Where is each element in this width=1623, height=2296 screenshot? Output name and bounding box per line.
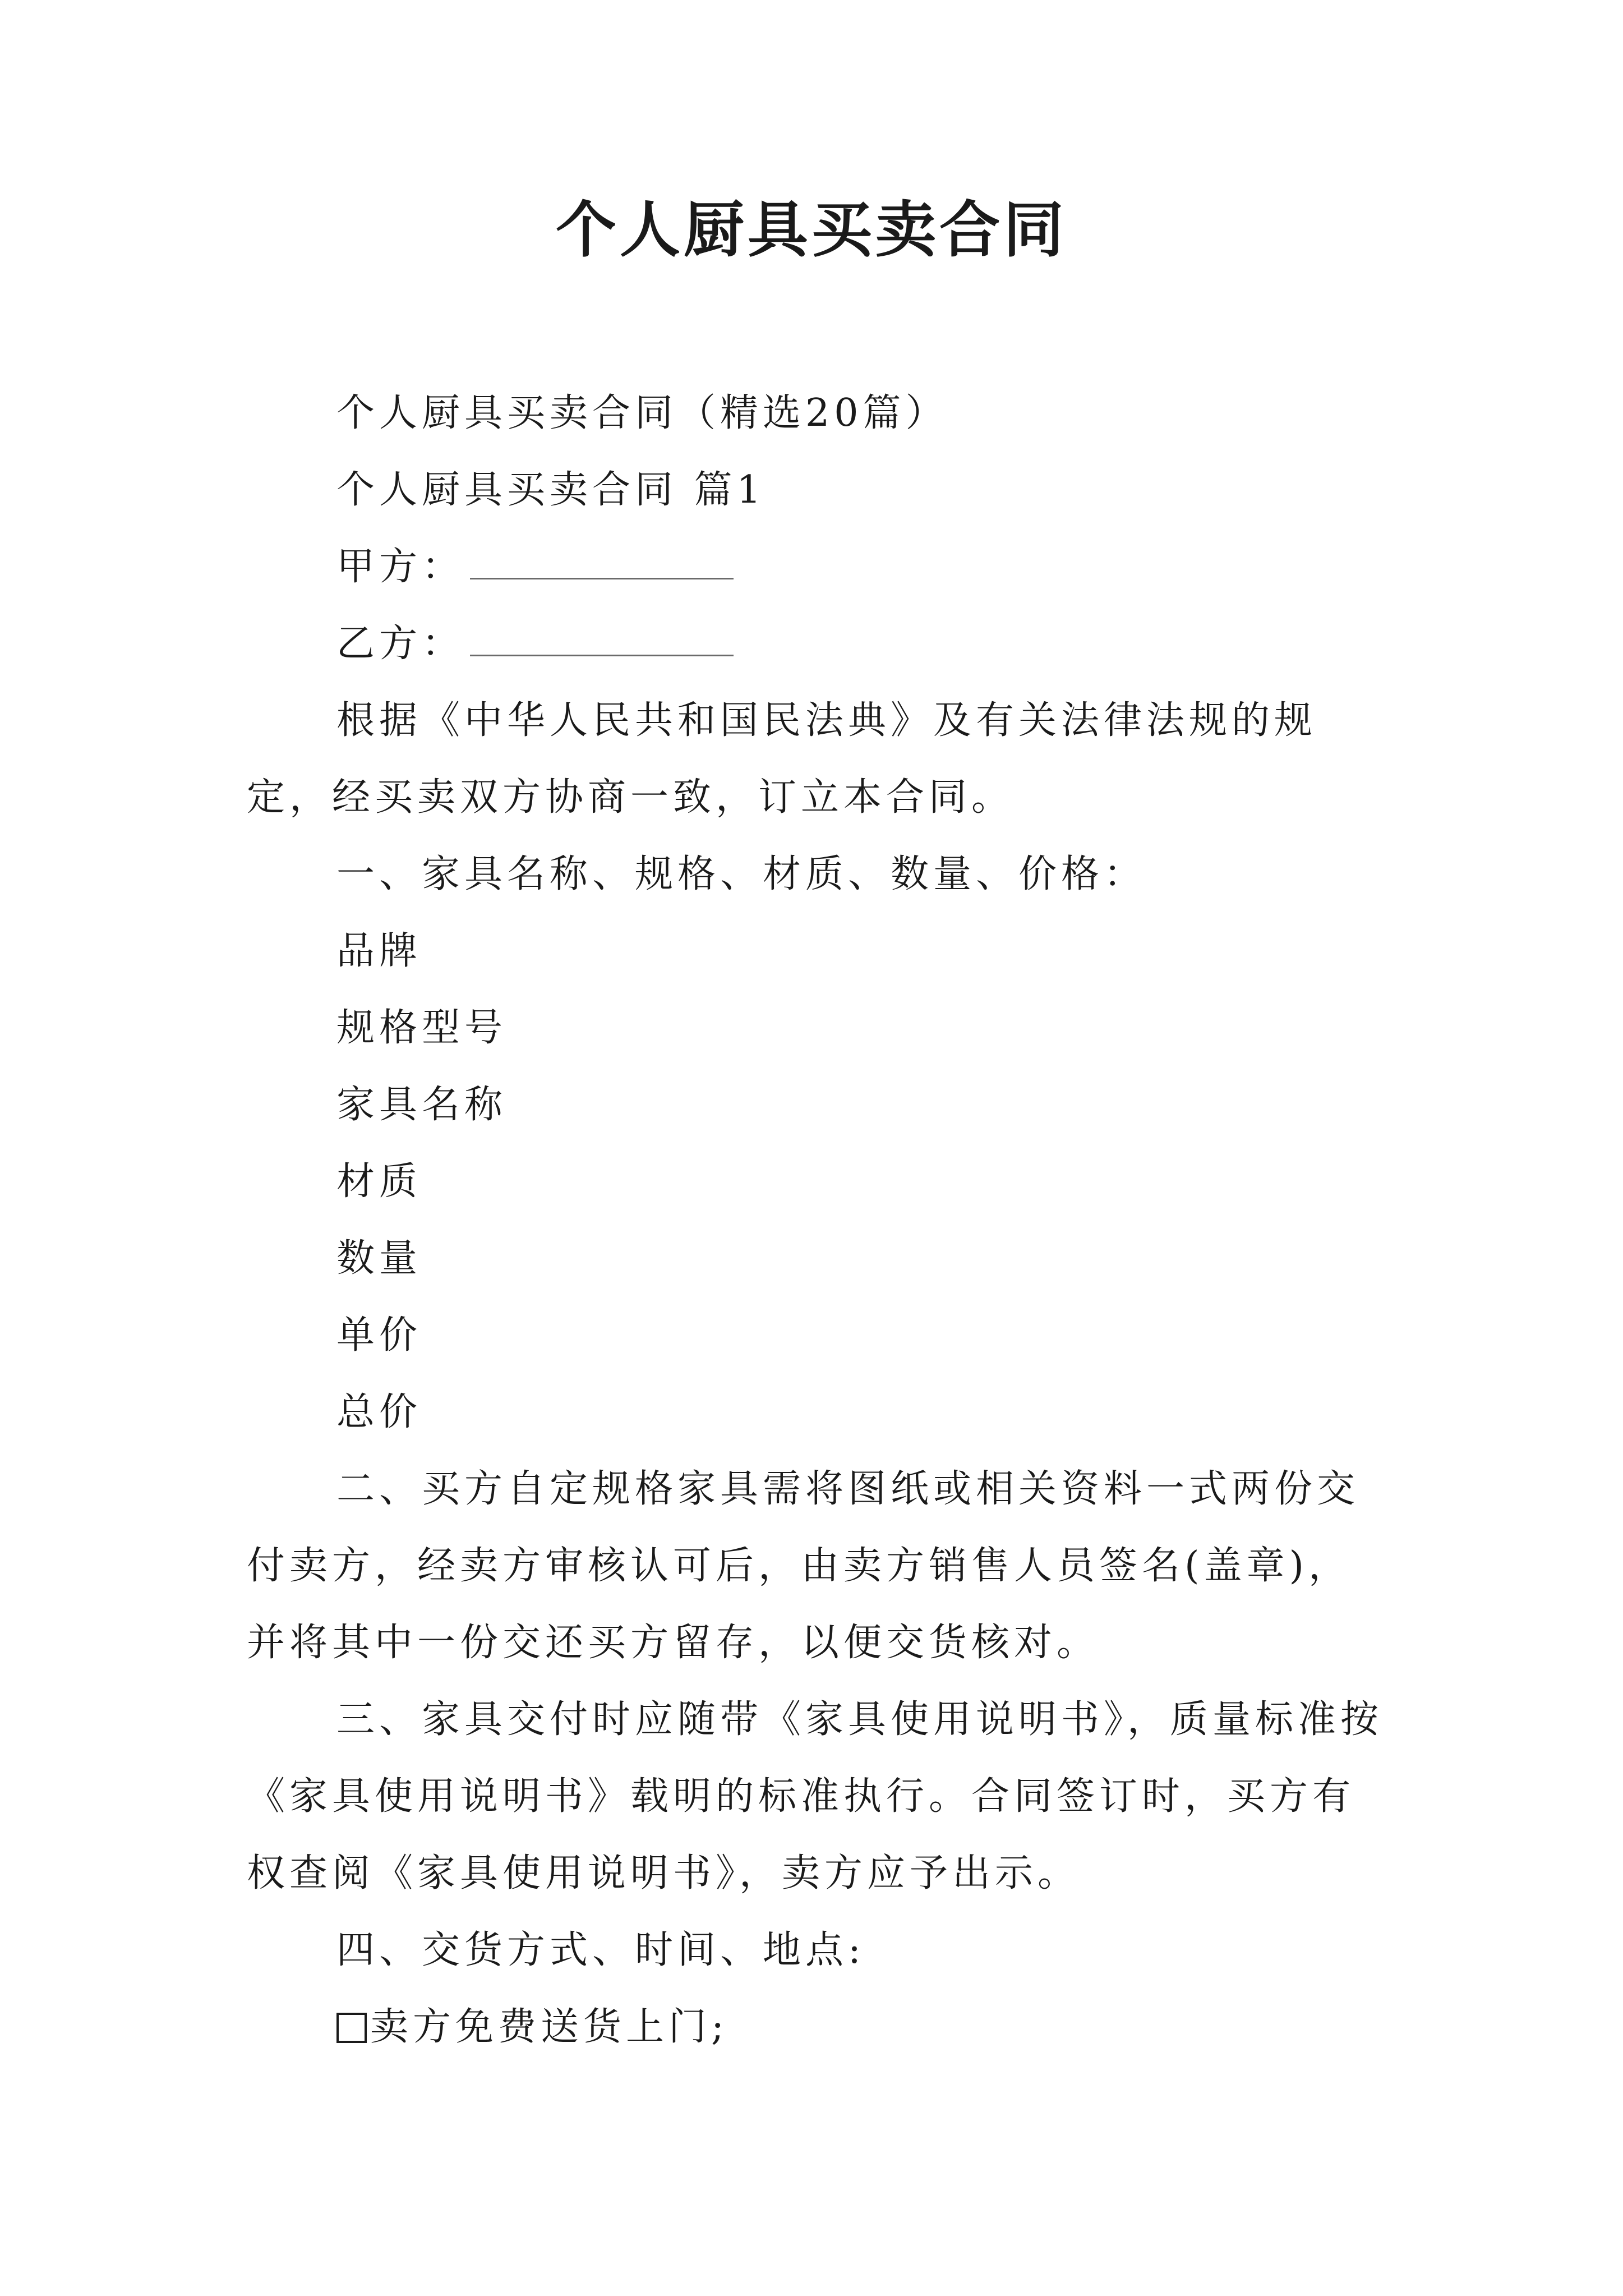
paragraph-clause-4: 四、交货方式、时间、地点: (336, 1928, 865, 1972)
list-item: 总价 (336, 1390, 422, 1434)
checkbox-icon[interactable] (336, 2013, 367, 2043)
paragraph-subtitle: 个人厨具买卖合同（精选20篇） (336, 391, 948, 435)
delivery-option-line (247, 1989, 1391, 2065)
delivery-option-label: 卖方免费送货上门; (370, 2005, 728, 2049)
party-a-label: 甲方： (336, 545, 465, 589)
page-title: 个人厨具买卖合同 (555, 195, 1067, 265)
list-item: 规格型号 (336, 1006, 508, 1050)
party-b-label: 乙方： (336, 622, 465, 666)
list-item: 单价 (336, 1313, 422, 1358)
document-body (247, 375, 1391, 2065)
list-item: 数量 (336, 1236, 422, 1281)
paragraph-section-heading: 个人厨具买卖合同 篇1 (336, 468, 766, 512)
party-b-line (247, 605, 1391, 682)
paragraph-clause-3: 三、家具交付时应随带《家具使用说明书》，质量标准按《家具使用说明书》载明的标准执行。合同签订时，买方有权查阅《家具使用说明书》，卖方应予出示。 (247, 1697, 1384, 1895)
paragraph-clause-1: 一、家具名称、规格、材质、数量、价格： (336, 852, 1147, 896)
paragraph-legal-basis: 根据《中华人民共和国民法典》及有关法律法规的规定，经买卖双方协商一致，订立本合同。 (247, 698, 1317, 820)
party-a-blank (470, 544, 734, 579)
party-b-blank (470, 621, 734, 656)
list-item: 材质 (336, 1159, 422, 1204)
list-item: 品牌 (336, 929, 422, 973)
party-a-line (247, 528, 1391, 605)
list-item: 家具名称 (336, 1083, 508, 1127)
paragraph-clause-2: 二、买方自定规格家具需将图纸或相关资料一式两份交付卖方，经卖方审核认可后，由卖方销售人员签名(盖章)，并将其中一份交还买方留存，以便交货核对。 (247, 1467, 1360, 1665)
